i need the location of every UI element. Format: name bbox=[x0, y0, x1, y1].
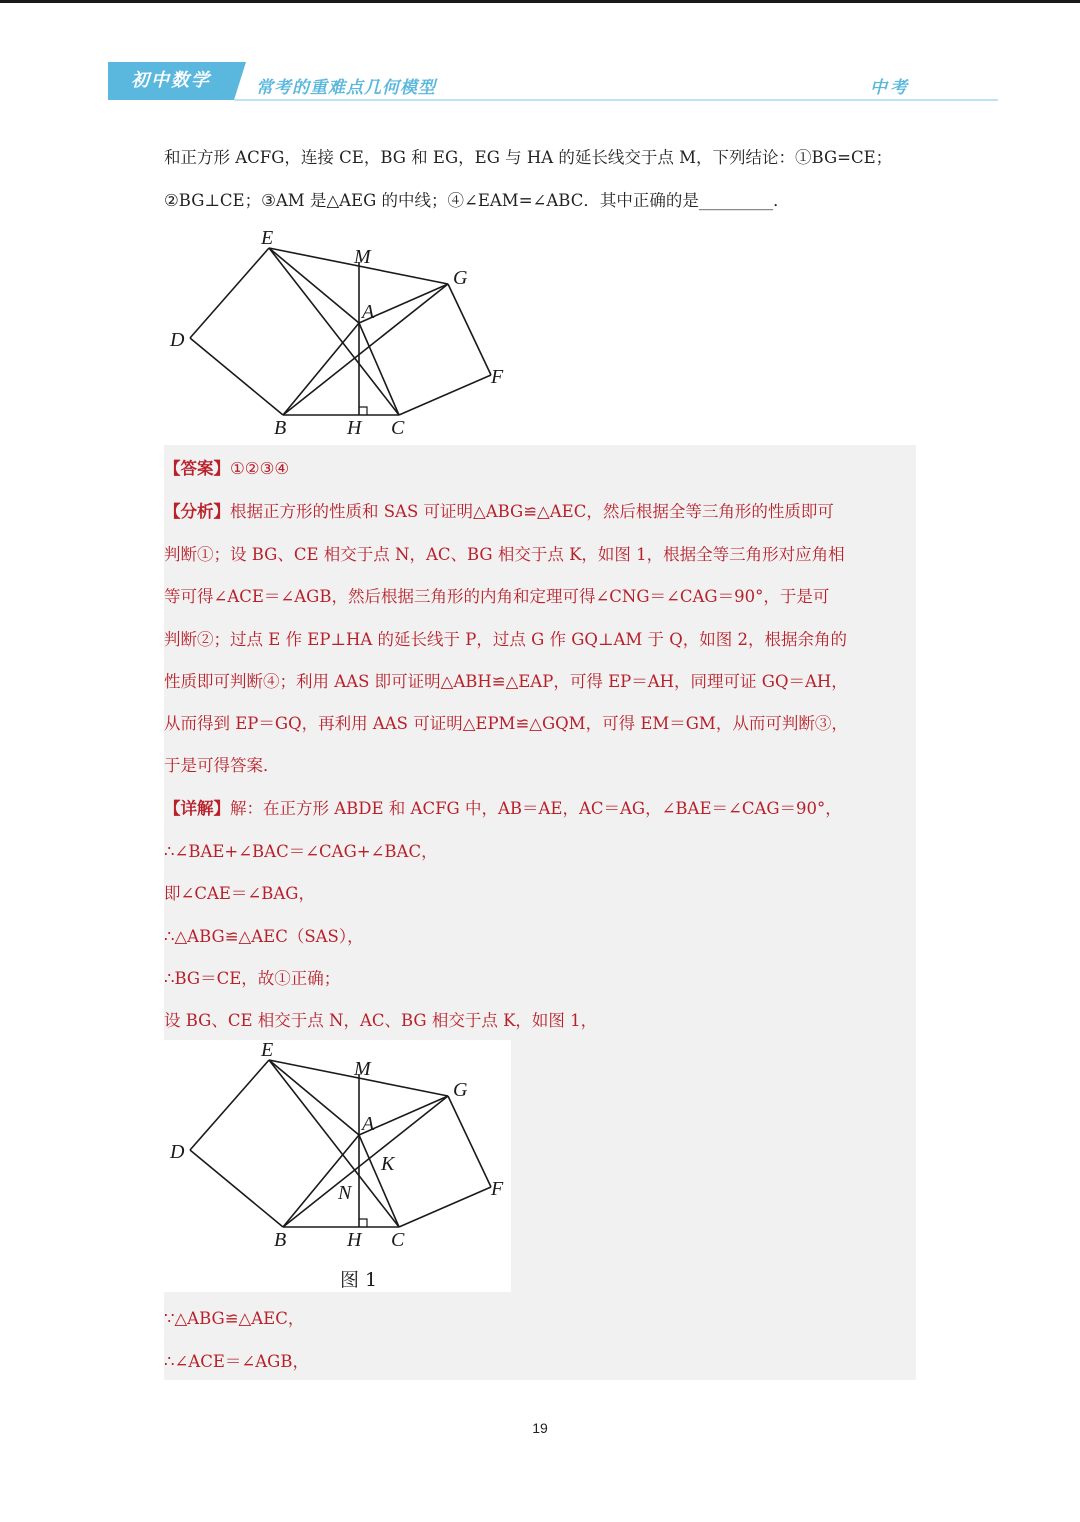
answer-line bbox=[164, 455, 289, 479]
seg-GF bbox=[448, 284, 491, 375]
fig1-seg-GF bbox=[448, 1096, 491, 1187]
seg-DB bbox=[190, 338, 283, 415]
fig1-seg-AC bbox=[359, 1135, 399, 1227]
fig1-right-angle-mark bbox=[359, 1219, 367, 1227]
seg-AC bbox=[359, 323, 399, 415]
label-D: D bbox=[170, 329, 185, 351]
fig1-seg-ED bbox=[190, 1060, 269, 1150]
detail-line-1 bbox=[164, 795, 842, 819]
header-title: 常考的重难点几何模型 bbox=[256, 78, 436, 98]
analysis-line-7: 于是可得答案． bbox=[164, 756, 280, 775]
figure-1-caption: 图 1 bbox=[340, 1269, 378, 1291]
analysis-tag: 【分析】 bbox=[164, 502, 230, 521]
detail-tag: 【详解】 bbox=[164, 799, 230, 818]
fig1-seg-EA bbox=[269, 1060, 359, 1135]
seg-ED bbox=[190, 248, 269, 338]
fig1-label-M: M bbox=[354, 1058, 371, 1080]
fig1-label-G: G bbox=[453, 1079, 468, 1101]
seg-EC bbox=[269, 248, 399, 415]
label-G: G bbox=[453, 267, 468, 289]
fig1-label-K: K bbox=[381, 1153, 395, 1175]
detail-line-5: ∴BG＝CE，故①正确； bbox=[164, 969, 341, 988]
fig1-label-A: A bbox=[362, 1113, 375, 1135]
figure-1-svg bbox=[164, 1040, 511, 1292]
seg-FC bbox=[399, 375, 491, 415]
detail-line-3: 即∠CAE＝∠BAG， bbox=[164, 884, 315, 903]
label-M: M bbox=[354, 246, 371, 268]
seg-EA bbox=[269, 248, 359, 323]
analysis-line-4: 判断②；过点 E 作 EP⊥HA 的延长线于 P，过点 G 作 GQ⊥AM 于 Q，如图 2，根据余角的 bbox=[164, 630, 848, 649]
analysis-line-2: 判断①；设 BG、CE 相交于点 N，AC、BG 相交于点 K，如图 1，根据全等三角形对应角相 bbox=[164, 545, 845, 564]
analysis-text-1: 根据正方形的性质和 SAS 可证明△ABG≌△AEC，然后根据全等三角形的性质即可 bbox=[230, 502, 834, 521]
answer-tag: 【答案】 bbox=[164, 459, 230, 478]
seg-BA bbox=[283, 323, 359, 415]
page-number: 19 bbox=[532, 1420, 548, 1436]
fig1-label-E: E bbox=[261, 1040, 274, 1061]
label-F: F bbox=[491, 366, 504, 388]
label-B: B bbox=[274, 417, 287, 439]
detail-line-4: ∴△ABG≌△AEC（SAS）， bbox=[164, 927, 364, 946]
analysis-line-3: 等可得∠ACE＝∠AGB，然后根据三角形的内角和定理可得∠CNG＝∠CAG＝90°，于是可 bbox=[164, 587, 830, 606]
fig1-label-F: F bbox=[491, 1178, 504, 1200]
fig1-seg-EC bbox=[269, 1060, 399, 1227]
answer-value: ①②③④ bbox=[230, 459, 290, 478]
label-C: C bbox=[391, 417, 405, 439]
label-A: A bbox=[362, 301, 375, 323]
fig1-label-H: H bbox=[347, 1229, 362, 1251]
tab-notch bbox=[234, 62, 246, 100]
detail-text-1: 解：在正方形 ABDE 和 ACFG 中，AB＝AE，AC＝AG，∠BAE＝∠CAG＝90°， bbox=[230, 799, 842, 818]
analysis-line-6: 从而得到 EP＝GQ，再利用 AAS 可证明△EPM≌△GQM，可得 EM＝GM，从而可判断③， bbox=[164, 714, 848, 733]
after-line-1: ∵△ABG≌△AEC， bbox=[164, 1309, 305, 1328]
label-E: E bbox=[261, 228, 274, 249]
fig1-label-C: C bbox=[391, 1229, 405, 1251]
header-level: 中考 bbox=[870, 78, 910, 98]
detail-line-6: 设 BG、CE 相交于点 N，AC、BG 相交于点 K，如图 1， bbox=[164, 1011, 598, 1030]
after-line-2: ∴∠ACE＝∠AGB， bbox=[164, 1352, 309, 1371]
page-header bbox=[108, 62, 998, 102]
geometry-figure-main bbox=[164, 228, 514, 440]
fig1-label-B: B bbox=[274, 1229, 287, 1251]
fig1-seg-FC bbox=[399, 1187, 491, 1227]
top-border bbox=[0, 0, 1080, 3]
fig1-seg-BA bbox=[283, 1135, 359, 1227]
fig1-label-N: N bbox=[338, 1182, 352, 1204]
fig1-seg-DB bbox=[190, 1150, 283, 1227]
question-line-2: ②BG⊥CE；③AM 是△AEG 的中线；④∠EAM=∠ABC．其中正确的是_________． bbox=[164, 191, 790, 210]
header-rule bbox=[234, 99, 998, 101]
subject-tab: 初中数学 bbox=[108, 62, 234, 100]
question-line-1: 和正方形 ACFG，连接 CE，BG 和 EG，EG 与 HA 的延长线交于点 M，下列结论：①BG=CE； bbox=[164, 148, 893, 167]
fig1-label-D: D bbox=[170, 1141, 185, 1163]
analysis-line-1 bbox=[164, 498, 834, 522]
geometry-figure-1 bbox=[164, 1040, 511, 1292]
label-H: H bbox=[347, 417, 362, 439]
analysis-line-5: 性质即可判断④；利用 AAS 即可证明△ABH≌△EAP，可得 EP＝AH，同理可证 GQ＝AH， bbox=[164, 672, 848, 691]
detail-line-2: ∴∠BAE+∠BAC＝∠CAG+∠BAC， bbox=[164, 842, 438, 861]
figure-main-svg bbox=[164, 228, 514, 440]
right-angle-mark bbox=[359, 407, 367, 415]
